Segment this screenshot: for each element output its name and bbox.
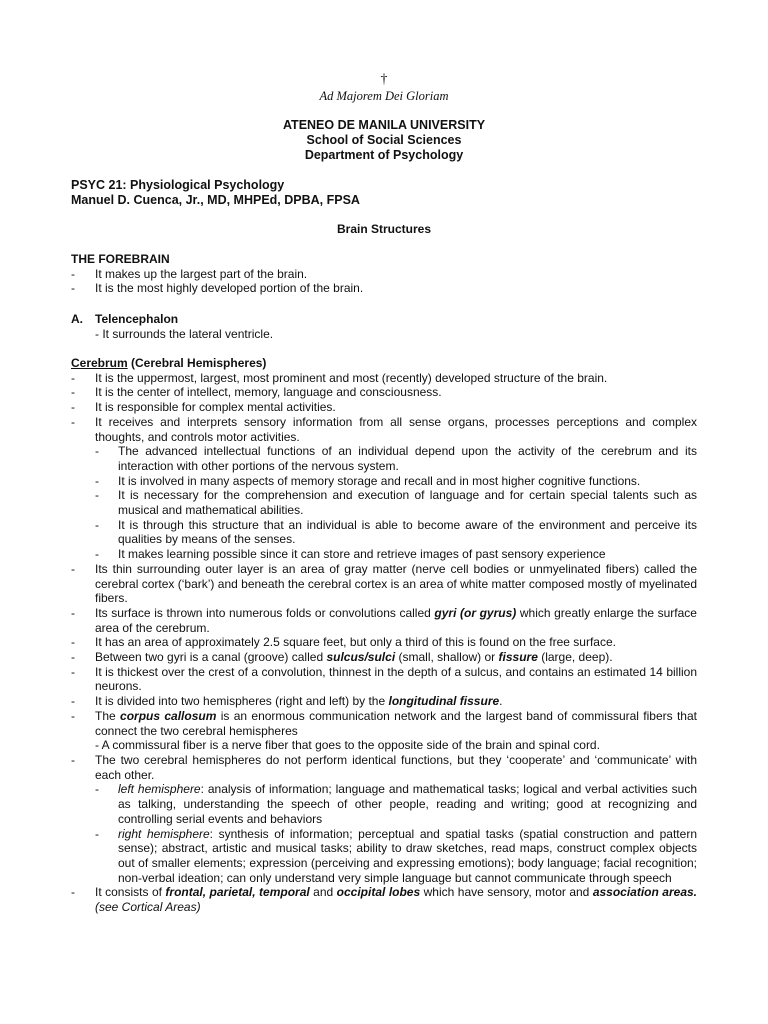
term-lobes-2: occipital lobes [336, 885, 421, 900]
list-item: - It is the most highly developed portion of the brain. [71, 281, 364, 296]
sub-list-item: - right hemisphere: synthesis of information; perceptual and spatial tasks (spatial construction and pattern sense); abstract, artistic and musical tasks; ability to draw sketches, read maps, construct complex objects out of smaller elements; expression (perceiving and expressing emotions); body language; facial recognition; non-verbal ideation; can only understand very simple language but cannot communicate through speech [95, 826, 697, 885]
list-item: - The corpus callosum is an enormous communication network and the largest band of commissural fibers that connect the two cerebral hemispheres [71, 708, 697, 738]
term-left-hemisphere: left hemisphere [118, 782, 201, 797]
motto [0, 72, 768, 104]
list-item: - Between two gyri is a canal (groove) called sulcus/sulci (small, shallow) or fissure (large, deep). [71, 650, 613, 665]
course-info [71, 178, 360, 208]
course-code: PSYC 21: Physiological Psychology [71, 178, 285, 192]
list-item: - It is thickest over the crest of a convolution, thinnest in the depth of a sulcus, and contains an estimated 14 billion neurons. [71, 664, 697, 694]
sub-list-item: - A commissural fiber is a nerve fiber that goes to the opposite side of the brain and spinal cord. [95, 738, 600, 753]
forebrain-heading: THE FOREBRAIN [71, 252, 170, 266]
sub-list-item: - left hemisphere: analysis of information; language and mathematical tasks; logical and verbal activities such as talking, understanding the speech of other people, reading and writing; good at recognizing and controlling serial events and behaviors [95, 782, 697, 826]
sub-list-item: - The advanced intellectual functions of an individual depend upon the activity of the cerebrum and its interaction with other portions of the nervous system. [95, 444, 697, 473]
institution-header [0, 118, 768, 163]
cross-icon: † [380, 72, 388, 87]
instructor-name: Manuel D. Cuenca, Jr., MD, MHPEd, DPBA, FPSA [71, 193, 360, 207]
term-sulcus: sulcus/sulci [326, 650, 396, 665]
motto-text: Ad Majorem Dei Gloriam [319, 89, 449, 103]
term-fissure: fissure [498, 650, 538, 665]
list-item: - It is the uppermost, largest, most prominent and most (recently) developed structure of the brain. [71, 370, 608, 385]
document-title: Brain Structures [336, 222, 432, 236]
department-name: Department of Psychology [304, 148, 464, 162]
term-lobes-1: frontal, parietal, temporal [165, 885, 310, 900]
telencephalon-heading: A. Telencephalon [71, 312, 179, 326]
telencephalon-section [71, 312, 697, 341]
term-corpus-callosum: corpus callosum [120, 708, 217, 723]
list-item: - The two cerebral hemispheres do not perform identical functions, but they ‘cooperate’ and ‘communicate’ with each other. [71, 752, 697, 782]
list-item: - It has an area of approximately 2.5 square feet, but only a third of this is found on the free surface. [71, 635, 616, 650]
term-gyri: gyri (or gyrus) [434, 605, 517, 620]
list-item: - It makes up the largest part of the brain. [71, 266, 308, 281]
list-item: - It surrounds the lateral ventricle. [95, 326, 274, 341]
term-longitudinal-fissure: longitudinal fissure [388, 694, 500, 709]
cerebrum-section [71, 356, 697, 915]
sub-list-item: - It is through this structure that an individual is able to become aware of the environment and perceive its qualities by means of the senses. [95, 517, 697, 547]
list-item: - It consists of frontal, parietal, temporal and occipital lobes which have sensory, motor and association areas. (see Cortical Areas) [71, 885, 697, 915]
university-name: ATENEO DE MANILA UNIVERSITY [282, 118, 486, 132]
term-right-hemisphere: right hemisphere [118, 826, 210, 841]
cerebrum-heading: Cerebrum (Cerebral Hemispheres) [71, 356, 267, 370]
forebrain-section [71, 252, 697, 296]
term-association-areas: association areas. [592, 885, 697, 900]
school-name: School of Social Sciences [306, 133, 462, 147]
list-item: - Its thin surrounding outer layer is an area of gray matter (nerve cell bodies or unmyelinated fibers) called the cerebral cortex (‘bark’) and beneath the cerebral cortex is an area of white matter composed mostly of myelinated fibers. [71, 561, 697, 606]
sub-list-item: - It makes learning possible since it can store and retrieve images of past sensory experience [95, 547, 606, 562]
sub-list-item: - It is necessary for the comprehension and execution of language and for certain special talents such as musical and mathematical abilities. [95, 488, 697, 518]
list-item: - It receives and interprets sensory information from all sense organs, processes perceptions and complex thoughts, and controls motor activities. [71, 414, 697, 444]
sub-list-item: - It is involved in many aspects of memory storage and recall and in most higher cognitive functions. [95, 473, 641, 488]
list-item: - It is divided into two hemispheres (right and left) by the longitudinal fissure. [71, 694, 503, 709]
list-item: - Its surface is thrown into numerous folds or convolutions called gyri (or gyrus) which greatly enlarge the surface area of the cerebrum. [71, 605, 697, 635]
list-item: - It is the center of intellect, memory, language and consciousness. [71, 385, 442, 400]
list-item: - It is responsible for complex mental activities. [71, 400, 336, 415]
